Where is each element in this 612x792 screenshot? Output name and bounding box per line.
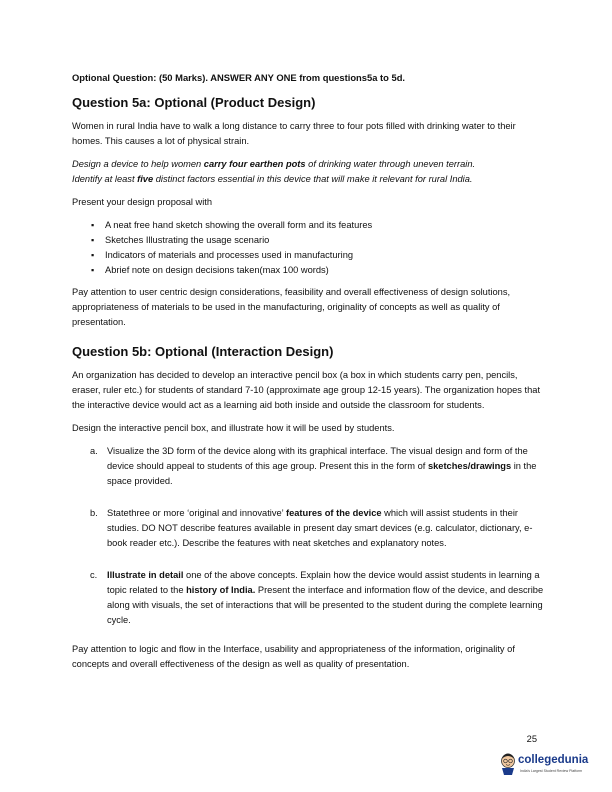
list-item: ▪ Indicators of materials and processes used in manufacturing — [105, 248, 544, 263]
list-item: ▪ Abrief note on design decisions taken(max 100 words) — [105, 263, 544, 278]
question-5a-task: Design a device to help women carry four earthen pots of drinking water through uneven terrain. Identify at least five distinct factors essential in this device that will make it relevant for rural India. — [72, 159, 476, 184]
question-5a-attention: Pay attention to user centric design considerations, feasibility and overall effectiveness of design solutions, appropriateness of materials to be used in the manufacturing, originality of concepts as well as quality of presentation. — [72, 287, 511, 327]
logo-tagline: India's Largest Student Review Platform — [520, 769, 583, 773]
list-item: ▪ A neat free hand sketch showing the overall form and its features — [105, 218, 544, 233]
question-5a-title: Question 5a: Optional (Product Design) — [72, 95, 316, 110]
intro-instruction: Optional Question: (50 Marks). ANSWER ANY ONE from questions5a to 5d. — [72, 72, 406, 83]
question-5b-task: Design the interactive pencil box, and illustrate how it will be used by students. — [72, 423, 395, 433]
logo-wordmark: collegedunia — [518, 754, 589, 766]
question-5b-title: Question 5b: Optional (Interaction Design) — [72, 344, 334, 359]
question-5a-present-label: Present your design proposal with — [72, 197, 213, 207]
mascot-icon — [498, 752, 518, 776]
question-5b-attention: Pay attention to logic and flow in the Interface, usability and appropriateness of the information, originality of concepts and overall effectiveness of the design as well as quality of presentation. — [72, 644, 515, 669]
list-item-c: c. Illustrate in detail one of the above concepts. Explain how the device would assist students in learning a topic related to the history of India. Present the interface and information flow of the device, and describe along with visuals, the set of interactions that will be presented to the student during the complete learning cycle. — [90, 570, 544, 625]
page-number: 25 — [526, 734, 537, 744]
list-item-a: a. Visualize the 3D form of the device along with its graphical interface. The visual design and form of the device should appeal to students of this age group. Present this in the form of sketches/drawings in the space provided. — [90, 446, 537, 486]
collegedunia-logo — [498, 752, 598, 782]
question-5b-item-list — [72, 444, 544, 628]
list-item-b: b. Statethree or more ‘original and innovative’ features of the device which will assist students in their studies. DO NOT describe features available in present day smart devices (e.g. calculator, dictionary, e-book reader etc.). Describe the features with neat sketches and explanatory notes. — [90, 508, 533, 548]
question-5a-context: Women in rural India have to walk a long distance to carry three to four pots filled with drinking water to their homes. This causes a lot of physical strain. — [72, 121, 516, 146]
question-5a-bullet-list — [72, 218, 544, 278]
list-item: ▪ Sketches Illustrating the usage scenario — [105, 233, 544, 248]
question-5b-context: An organization has decided to develop an interactive pencil box (a box in which students carry pen, pencils, eraser, ruler etc.) for students of standard 7-10 (approximate age group 12-15 years). The organization hopes that the interactive device would act as a learning aid both inside and outside the classroom for students. — [72, 370, 541, 410]
document-page — [72, 70, 544, 680]
